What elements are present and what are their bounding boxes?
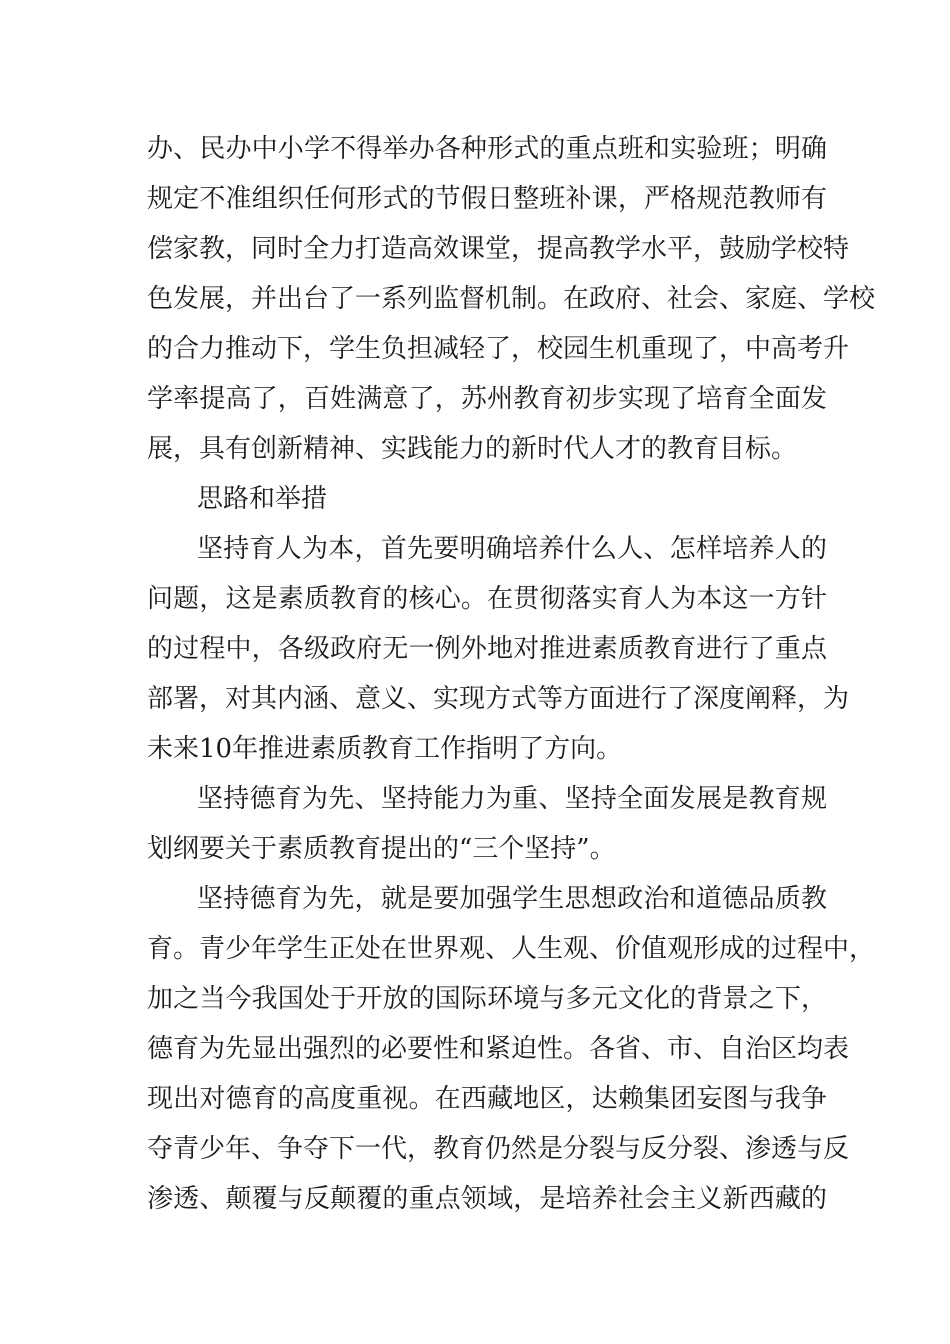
text-line: 划纲要关于素质教育提出的“三个坚持”。 [147,834,616,864]
text-line: 学率提高了，百姓满意了，苏州教育初步实现了培育全面发 [147,384,827,414]
text-line: 偿家教，同时全力打造高效课堂，提高教学水平，鼓励学校特 [147,234,850,264]
text-line: 现出对德育的高度重视。在西藏地区，达赖集团妄图与我争 [147,1084,827,1114]
text-line: 坚持德育为先，就是要加强学生思想政治和道德品质教 [197,884,827,914]
text-line: 部署，对其内涵、意义、实现方式等方面进行了深度阐释，为 [147,684,850,714]
text-line: 规定不准组织任何形式的节假日整班补课，严格规范教师有 [147,184,827,214]
text-line: 展，具有创新精神、实践能力的新时代人才的教育目标。 [147,434,798,464]
text-line: 育。青少年学生正处在世界观、人生观、价值观形成的过程中， [147,934,876,964]
text-line: 坚持育人为本，首先要明确培养什么人、怎样培养人的 [197,534,827,564]
text-line: 渗透、颠覆与反颠覆的重点领域，是培养社会主义新西藏的 [147,1184,827,1214]
text-line: 坚持德育为先、坚持能力为重、坚持全面发展是教育规 [197,784,827,814]
text-line: 办、民办中小学不得举办各种形式的重点班和实验班；明确 [147,134,827,164]
text-line: 的合力推动下，学生负担减轻了，校园生机重现了，中高考升 [147,334,850,364]
text-line: 色发展，并出台了一系列监督机制。在政府、社会、家庭、学校 [147,284,876,314]
text-line: 未来10年推进素质教育工作指明了方向。 [147,734,623,764]
text-line: 问题，这是素质教育的核心。在贯彻落实育人为本这一方针 [147,584,827,614]
text-line: 加之当今我国处于开放的国际环境与多元文化的背景之下， [147,984,827,1014]
text-line: 的过程中，各级政府无一例外地对推进素质教育进行了重点 [147,634,827,664]
text-line: 夺青少年、争夺下一代，教育仍然是分裂与反分裂、渗透与反 [147,1134,850,1164]
section-heading: 思路和举措 [197,484,328,514]
text-line: 德育为先显出强烈的必要性和紧迫性。各省、市、自治区均表 [147,1034,850,1064]
